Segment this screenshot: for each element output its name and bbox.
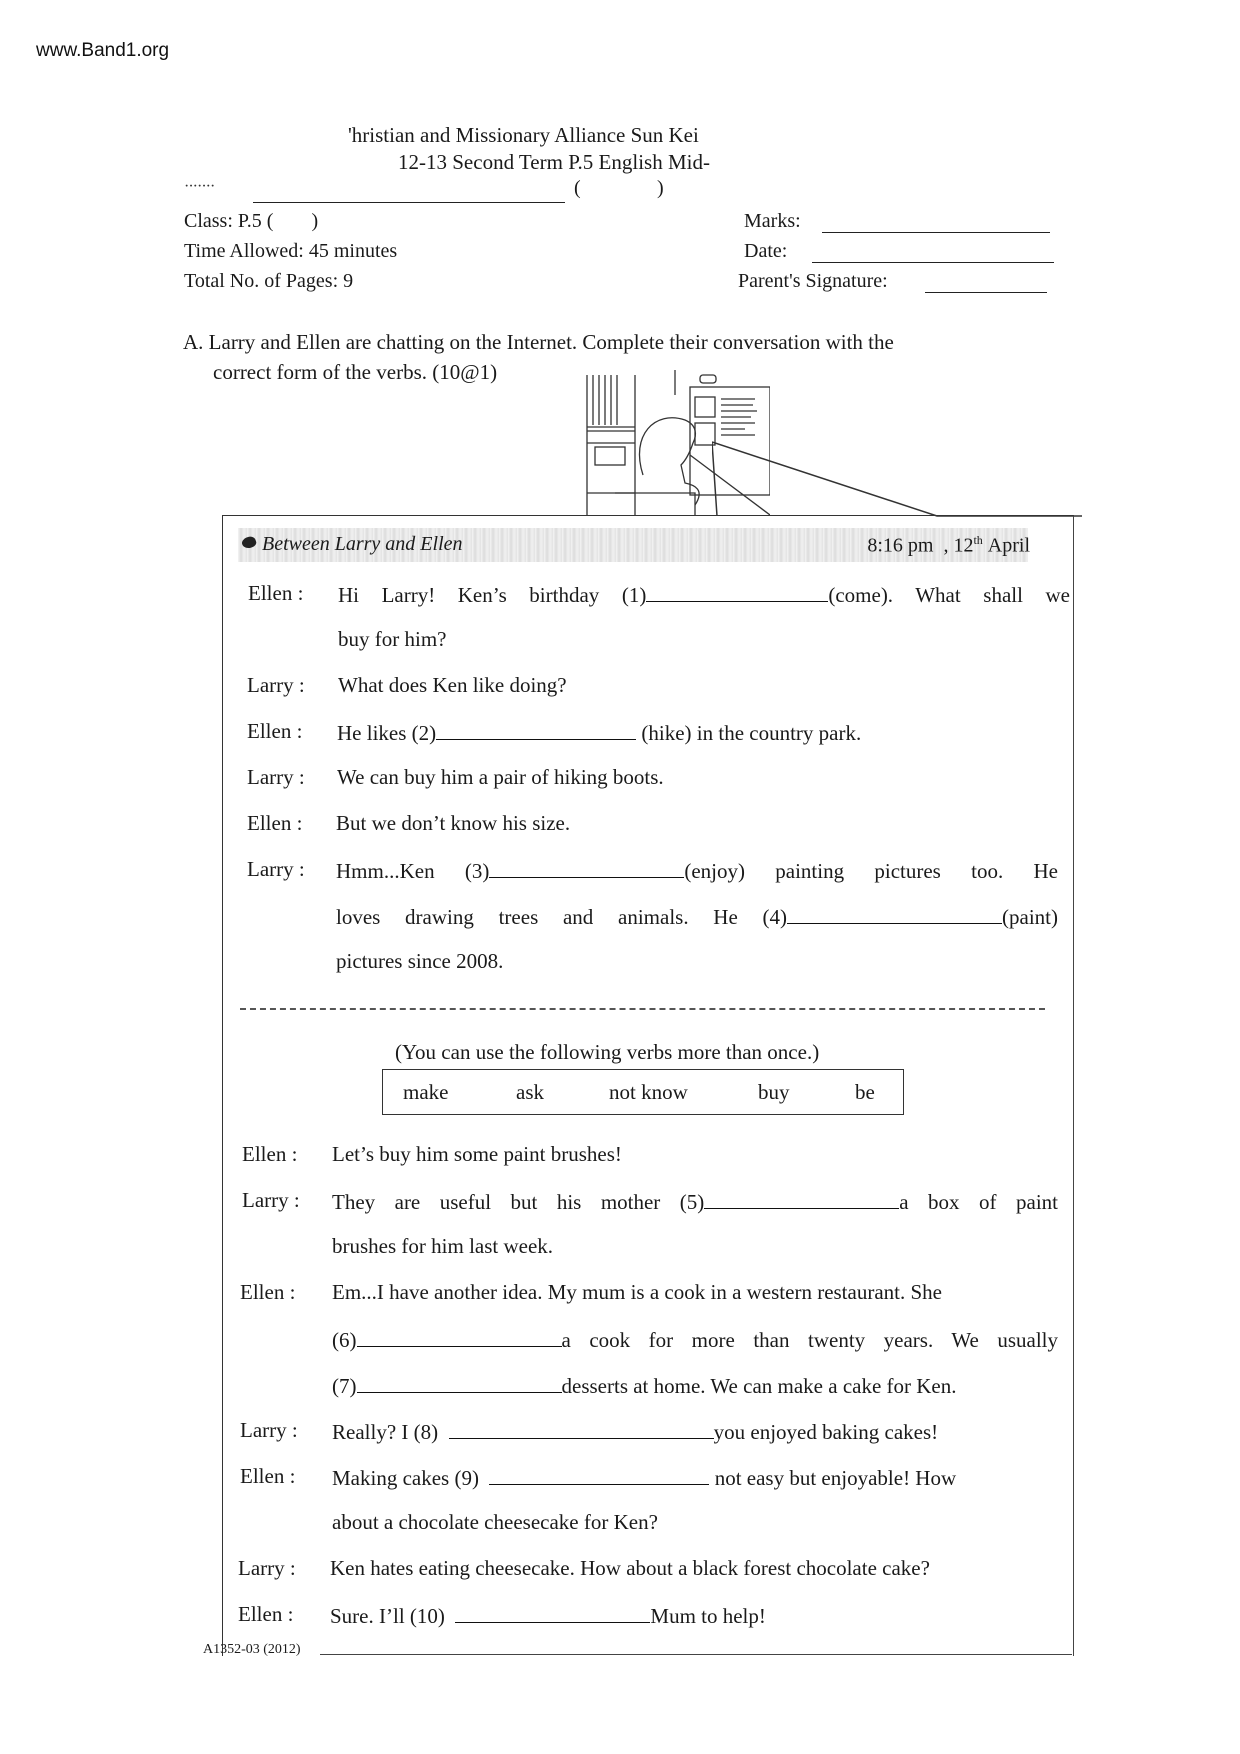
answer-blank-3[interactable] <box>489 857 684 878</box>
document-code: A1352-03 (2012) <box>203 1642 301 1657</box>
chat-line: Ellen : Sure. I’ll (10) Mum to help! <box>238 1602 766 1628</box>
verb-box <box>382 1069 904 1115</box>
name-number-paren-close: ) <box>657 177 664 199</box>
chat-line: Larry : They are useful but his mother (5) a box of paint <box>242 1188 1058 1214</box>
verb-option: make <box>403 1080 449 1104</box>
marks-field[interactable] <box>822 214 1050 233</box>
verb-hint: (You can use the following verbs more than once.) <box>395 1040 820 1064</box>
verb-option: ask <box>516 1080 544 1104</box>
chat-line: Ellen : Making cakes (9) not easy but enjoyable! How <box>240 1464 957 1490</box>
total-pages: Total No. of Pages: 9 <box>184 270 354 292</box>
chat-line: buy for him? <box>338 627 447 651</box>
chat-line: brushes for him last week. <box>332 1234 554 1258</box>
answer-blank-7[interactable] <box>357 1372 562 1393</box>
chat-line: Larry : What does Ken like doing? <box>247 673 567 697</box>
chat-line: Ellen : Hi Larry! Ken’s birthday (1) (come). What shall we <box>248 581 1070 607</box>
divider <box>240 1008 1045 1010</box>
chat-line: Ellen : But we don’t know his size. <box>247 811 571 835</box>
chat-timestamp: 8:16 pm , 12th April <box>867 533 1030 557</box>
chat-title: Between Larry and Ellen <box>262 533 463 555</box>
answer-blank-6[interactable] <box>357 1326 562 1347</box>
watermark[interactable]: www.Band1.org <box>36 40 170 61</box>
date-label: Date: <box>744 240 788 262</box>
name-label: ······· <box>184 178 215 195</box>
school-name: 'hristian and Missionary Alliance Sun Kei <box>348 123 699 147</box>
chat-line: (6) a cook for more than twenty years. We usually <box>332 1328 1058 1352</box>
verb-option: be <box>855 1080 875 1104</box>
exam-title: 12-13 Second Term P.5 English Mid- <box>398 150 710 174</box>
name-field[interactable] <box>253 184 565 203</box>
chat-line: Ellen : Em...I have another idea. My mum is a cook in a western restaurant. She <box>240 1280 942 1304</box>
chat-line: Larry : Really? I (8) you enjoyed baking cakes! <box>240 1418 939 1444</box>
chat-line: about a chocolate cheesecake for Ken? <box>332 1510 658 1534</box>
chat-line: Ellen : He likes (2) (hike) in the country park. <box>247 719 862 745</box>
chat-line: loves drawing trees and animals. He (4) (paint) <box>336 905 1058 929</box>
time-allowed: Time Allowed: 45 minutes <box>184 240 398 262</box>
answer-blank-1[interactable] <box>646 581 828 602</box>
answer-blank-8[interactable] <box>449 1418 714 1439</box>
chat-line: Larry : Hmm...Ken (3) (enjoy) painting pictures too. He <box>247 857 1058 883</box>
chat-line: Larry : We can buy him a pair of hiking boots. <box>247 765 664 789</box>
pin-icon <box>241 535 258 550</box>
date-field[interactable] <box>812 244 1054 263</box>
chat-line: (7) desserts at home. We can make a cake for Ken. <box>332 1374 957 1398</box>
section-a-instruction-1: A. Larry and Ellen are chatting on the Internet. Complete their conversation with the <box>183 330 894 354</box>
chat-line: Larry : Ken hates eating cheesecake. How about a black forest chocolate cake? <box>238 1556 930 1580</box>
chat-title-bar <box>238 528 1028 562</box>
answer-blank-10[interactable] <box>455 1602 650 1623</box>
section-a-instruction-2: correct form of the verbs. (10@1) <box>213 360 498 384</box>
answer-blank-9[interactable] <box>489 1464 709 1485</box>
verb-option: buy <box>758 1080 790 1104</box>
speech-pointer <box>712 440 1082 520</box>
chat-line: Ellen : Let’s buy him some paint brushes! <box>242 1142 622 1166</box>
signature-field[interactable] <box>925 274 1047 293</box>
chat-line: pictures since 2008. <box>336 949 504 973</box>
answer-blank-4[interactable] <box>787 903 1002 924</box>
chat-window-top-border <box>222 515 714 516</box>
marks-label: Marks: <box>744 210 801 232</box>
verb-option: not know <box>609 1080 688 1104</box>
speaker: Ellen : <box>248 581 304 605</box>
class-label: Class: P.5 ( ) <box>184 210 319 232</box>
name-number-paren-open: ( <box>574 177 581 199</box>
signature-label: Parent's Signature: <box>738 270 888 292</box>
answer-blank-5[interactable] <box>704 1188 899 1209</box>
answer-blank-2[interactable] <box>436 719 636 740</box>
chat-window-bottom-border <box>320 1654 1072 1655</box>
